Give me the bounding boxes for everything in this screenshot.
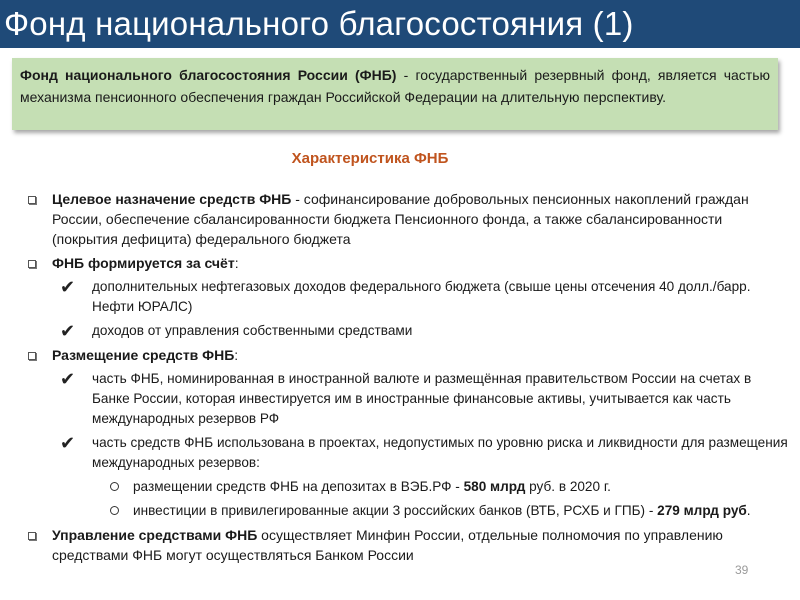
definition-box: [12, 58, 778, 130]
section-subtitle: Характеристика ФНБ: [291, 150, 449, 167]
item-text: - софинансирование добровольных пенсионных накоплений граждан России, обеспечение сбалансированности бюджета Пенсионного фонда, а также сбалансированности (покрытия дефицита) федерального бюджета: [52, 191, 749, 247]
definition-term: Фонд национального благосостояния России (ФНБ): [20, 67, 397, 83]
checkmark-icon: ✔: [60, 321, 76, 341]
item-heading: Целевое назначение средств ФНБ: [52, 191, 292, 207]
sub-list-item: [30, 321, 790, 341]
square-bullet-icon: [28, 196, 36, 204]
item-text: размещении средств ФНБ на депозитах в ВЭБ.РФ -: [133, 479, 464, 494]
item-text: :: [234, 347, 239, 363]
square-bullet-icon: [28, 260, 36, 268]
sub-list-item: [30, 277, 790, 317]
item-text: часть ФНБ, номинированная в иностранной валюте и размещённая правительством России на счетах в Банке России, которая инвестируется им в иностранные финансовые активы, учитывается как часть международных резервов РФ: [92, 371, 752, 426]
page-number: 39: [735, 563, 749, 577]
definition-text: - государственный резервный фонд, является частью механизма пенсионного обеспечения граждан Российской Федерации на длительную перспективу.: [20, 67, 770, 105]
checkmark-icon: ✔: [60, 277, 76, 297]
sub-sub-list-item: [30, 477, 790, 497]
item-text: часть средств ФНБ использована в проектах, недопустимых по уровню риска и ликвидности для размещения международных резервов:: [92, 435, 788, 470]
title-bar: [0, 0, 800, 48]
item-heading: Размещение средств ФНБ: [52, 347, 235, 363]
slide-title: Фонд национального благосостояния (1): [4, 5, 634, 42]
item-text: осуществляет Минфин России, отдельные полномочия по управлению средствами ФНБ могут осуществляться Банком России: [52, 527, 723, 563]
square-bullet-icon: [28, 352, 36, 360]
checkmark-icon: ✔: [60, 369, 76, 389]
list-item: [30, 345, 790, 365]
checkmark-icon: ✔: [60, 433, 76, 453]
list-item: [30, 189, 790, 249]
item-heading: ФНБ формируется за счёт: [52, 255, 235, 271]
circle-bullet-icon: [110, 506, 119, 515]
item-heading: Управление средствами ФНБ: [52, 527, 258, 543]
item-amount: 279 млрд руб: [657, 503, 747, 518]
sub-sub-list-item: [30, 501, 790, 521]
item-text: доходов от управления собственными средствами: [92, 323, 413, 338]
sub-list-item: [30, 369, 790, 429]
item-text: .: [746, 503, 751, 518]
square-bullet-icon: [28, 532, 36, 540]
item-amount: 580 млрд: [463, 479, 526, 494]
sub-list-item: [30, 433, 790, 473]
list-item: [30, 525, 790, 565]
item-text: :: [234, 255, 239, 271]
bullet-list: [30, 189, 790, 569]
item-text: инвестиции в привилегированные акции 3 российских банков (ВТБ, РСХБ и ГПБ) -: [133, 503, 658, 518]
circle-bullet-icon: [110, 482, 119, 491]
list-item: [30, 253, 790, 273]
item-text: руб. в 2020 г.: [525, 479, 611, 494]
item-text: дополнительных нефтегазовых доходов федерального бюджета (свыше цены отсечения 40 долл./барр. Нефти ЮРАЛС): [92, 279, 751, 314]
